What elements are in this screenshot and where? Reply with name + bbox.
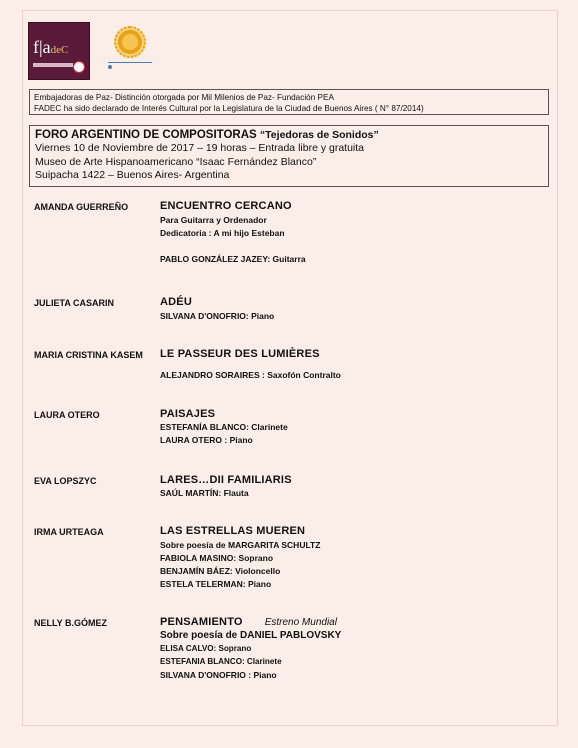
performer: BENJAMÍN BÁEZ: Violoncello	[160, 566, 281, 576]
work-detail: Para Guitarra y Ordenador	[160, 215, 267, 225]
composer-name: LAURA OTERO	[34, 410, 100, 420]
header-notice-box	[29, 89, 549, 115]
performer: ALEJANDRO SORAIRES : Saxofón Contralto	[160, 370, 341, 380]
performer: SAÚL MARTÍN: Flauta	[160, 488, 249, 498]
fadec-logo-mark: f|adeC	[33, 37, 69, 57]
event-title: FORO ARGENTINO DE COMPOSITORAS	[35, 129, 257, 141]
work-title-line	[160, 616, 337, 628]
performer: PABLO GONZÁLEZ JAZEY: Guitarra	[160, 254, 306, 264]
performer: SILVANA D'ONOFRIO: Piano	[160, 311, 275, 321]
performer: ESTELA TELERMAN: Piano	[160, 579, 272, 589]
premiere-note: Estreno Mundial	[264, 617, 337, 628]
event-address: Suipacha 1422 – Buenos Aires- Argentina	[35, 169, 230, 181]
performer: LAURA OTERO : Piano	[160, 435, 253, 445]
composer-name: NELLY B.GÓMEZ	[34, 618, 108, 628]
notice-line-1: Embajadoras de Paz- Distinción otorgada por Mil Milenios de Paz- Fundación PEA	[34, 93, 334, 102]
performer: ESTEFANIA BLANCO: Clarinete	[160, 657, 282, 666]
work-title: PENSAMIENTO	[160, 616, 243, 628]
performer: ESTEFANÍA BLANCO: Clarinete	[160, 422, 288, 432]
work-title: LE PASSEUR DES LUMIÈRES	[160, 348, 320, 360]
performer: ELISA CALVO: Soprano	[160, 644, 252, 653]
fadec-logo-badge	[73, 61, 85, 73]
event-title-line	[35, 129, 543, 142]
fadec-logo	[28, 22, 90, 80]
work-detail: Sobre poesía de MARGARITA SCHULTZ	[160, 540, 321, 550]
logo-caption	[108, 62, 152, 69]
work-title: PAISAJES	[160, 408, 216, 420]
work-title: LAS ESTRELLAS MUEREN	[160, 525, 306, 537]
sun-emblem-icon	[114, 26, 146, 58]
composer-name: IRMA URTEAGA	[34, 527, 104, 537]
event-info-box	[29, 125, 549, 187]
composer-name: MARIA CRISTINA KASEM	[34, 350, 143, 360]
fadec-logo-tagline	[33, 63, 73, 67]
performer: FABIOLA MASINO: Soprano	[160, 553, 274, 563]
work-title: LARES…DII FAMILIARIS	[160, 474, 292, 486]
work-title: ADÉU	[160, 296, 192, 308]
composer-name: AMANDA GUERREÑO	[34, 202, 129, 212]
composer-name: JULIETA CASARIN	[34, 298, 115, 308]
composer-name: EVA LOPSZYC	[34, 476, 97, 486]
event-subtitle: “Tejedoras de Sonidos”	[259, 129, 379, 141]
work-detail: Sobre poesía de DANIEL PABLOVSKY	[160, 630, 342, 641]
event-date: Viernes 10 de Noviembre de 2017 – 19 horas – Entrada libre y gratuita	[35, 142, 365, 154]
work-title: ENCUENTRO CERCANO	[160, 200, 292, 212]
notice-line-2: FADEC ha sido declarado de Interés Cultural por la Legislatura de la Ciudad de Buenos Aires ( N° 87/2014)	[34, 104, 424, 113]
event-venue: Museo de Arte Hispanoamericano “Isaac Fernández Blanco”	[35, 155, 317, 168]
performer: SILVANA D'ONOFRIO : Piano	[160, 670, 277, 680]
mil-milenios-logo	[106, 24, 154, 76]
work-detail: Dedicatoria : A mi hijo Esteban	[160, 228, 285, 238]
